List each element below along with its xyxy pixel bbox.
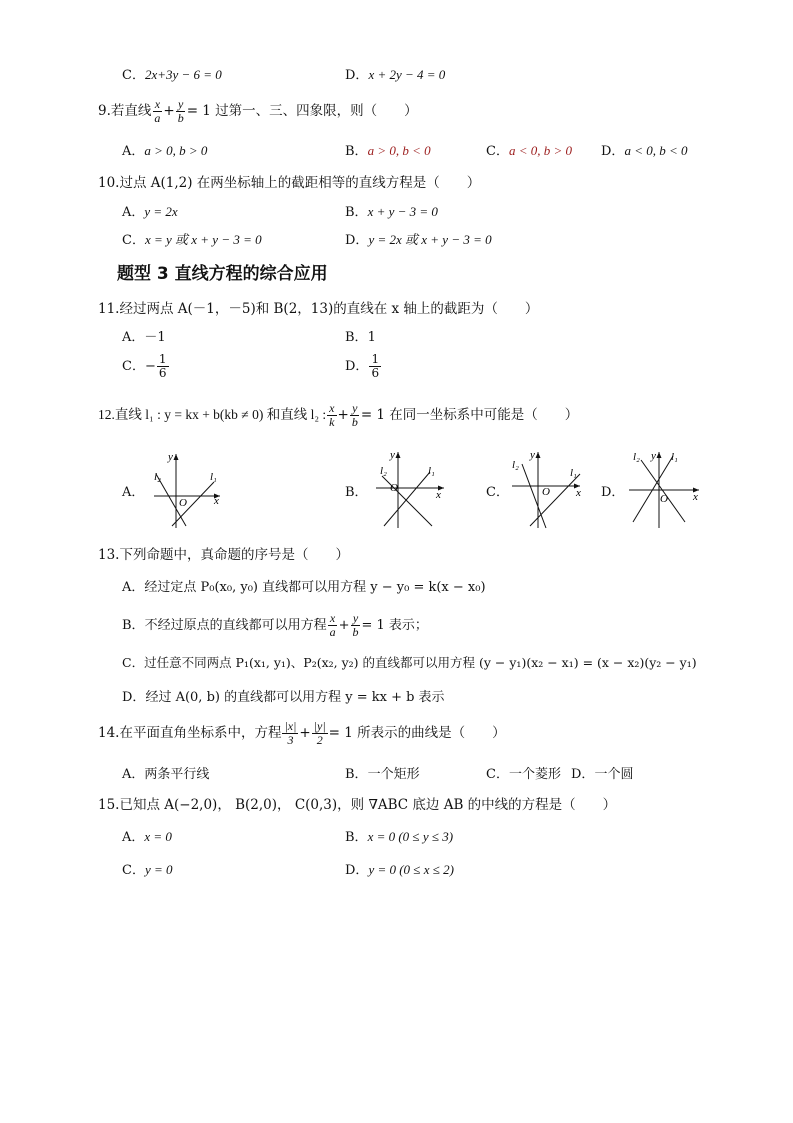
option-equation: x = 0 [144, 829, 172, 844]
q10-option-a [122, 201, 178, 220]
option-equation: 2x+3y − 6 = 0 [144, 67, 222, 82]
q13-option-a [122, 576, 486, 595]
fraction-x-over-a: $\frac{x}{a}$ [154, 97, 161, 125]
option-equation: 1 [367, 330, 376, 345]
option-equation: x + 2y − 4 = 0 [368, 67, 446, 82]
option-label: D． [601, 144, 625, 159]
q13-stem: 13.下列命题中，真命题的序号是（ ） [98, 547, 349, 563]
label-origin: O [660, 493, 668, 505]
option-label: D． [345, 863, 369, 878]
option-text: 一个矩形 [367, 767, 420, 782]
plus-sign: + [163, 103, 175, 119]
label-y: y [530, 449, 535, 461]
option-label: A． [122, 830, 145, 845]
q8-option-c [122, 64, 222, 83]
q10-option-c [122, 229, 262, 248]
option-equation: －1 [144, 330, 166, 345]
label-l1: l₁ [428, 465, 435, 477]
option-label: A． [122, 580, 145, 595]
label-origin: O [390, 482, 398, 494]
option-equation: y = 2x 或 x + y − 3 = 0 [368, 232, 492, 247]
fraction-absx-over-3: $\frac{|x|}{3}$ [284, 719, 297, 747]
option-label: D． [122, 690, 146, 705]
q15-stem: 15.已知点 A(−2,0)， B(2,0)， C(0,3)，则 ∇ABC 底边 AB 的中线的方程是（ ） [98, 797, 617, 813]
q12-option-b: B． [345, 485, 368, 500]
option-label: D． [571, 767, 595, 782]
q9-stem [98, 98, 418, 125]
y-axis-arrow [657, 452, 662, 458]
q12-option-d: D． [601, 485, 625, 500]
option-label: C． [122, 863, 145, 878]
q9-option-b [345, 140, 431, 159]
q14-option-d [571, 763, 633, 782]
option-text: 一个圆 [594, 767, 634, 782]
option-equation: x + y − 3 = 0 [367, 204, 438, 219]
fraction-y-over-b: $\frac{y}{b}$ [352, 611, 359, 639]
q12-option-c: C． [486, 485, 509, 500]
label-y: y [390, 449, 395, 461]
label-origin: O [179, 497, 187, 509]
option-label: A． [122, 767, 145, 782]
q12-suffix: = 1 在同一坐标系中可能是（ ） [360, 407, 579, 423]
option-label: A． [122, 144, 145, 159]
label-l1: l₁ [671, 451, 678, 463]
q14-suffix: = 1 所表示的曲线是（ ） [328, 725, 506, 741]
plus-sign: + [337, 407, 349, 423]
option-equation: x = 0 (0 ≤ y ≤ 3) [367, 829, 454, 844]
label-x: x [436, 489, 441, 501]
option-label: C． [486, 144, 509, 159]
y-axis-arrow [536, 452, 541, 458]
label-l2: l₂ [154, 471, 161, 483]
q9-option-a [122, 140, 207, 159]
q15-option-a [122, 826, 172, 845]
option-equation: y = 0 [144, 862, 173, 877]
section-heading: 题型 3 直线方程的综合应用 [117, 264, 328, 284]
q14-option-b [345, 763, 420, 782]
q14-stem [98, 720, 506, 747]
fraction-y-over-b: $\frac{y}{b}$ [351, 401, 358, 429]
plus-sign: + [338, 618, 350, 633]
option-label: C． [122, 233, 145, 248]
option-label: B． [345, 144, 368, 159]
line-l2 [641, 460, 685, 522]
fraction-absy-over-2: $\frac{|y|}{2}$ [313, 719, 326, 747]
q10-option-d [345, 229, 492, 248]
q14-option-c [486, 763, 561, 782]
q14-prefix: 14.在平面直角坐标系中，方程 [98, 725, 282, 741]
line-l1 [384, 472, 430, 526]
option-text: 过任意不同两点 P₁(x₁, y₁)、P₂(x₂, y₂) 的直线都可以用方程 (y − y₁)(x₂ − x₁) = (x − x₂)(y₂ − y₁) [144, 655, 697, 670]
q9-prefix: 9.若直线 [98, 103, 152, 119]
graph-c [508, 448, 588, 530]
option-label: B． [122, 618, 145, 633]
option-label: C． [486, 767, 509, 782]
label-l2: l₂ [633, 451, 640, 463]
fraction-y-over-b: $\frac{y}{b}$ [177, 97, 184, 125]
option-label: B． [345, 767, 368, 782]
option-equation: a > 0, b > 0 [144, 143, 208, 158]
q9-option-d [601, 140, 687, 159]
label-x: x [693, 491, 698, 503]
option-label: C． [122, 359, 145, 374]
label-x: x [214, 495, 219, 507]
option-equation: y = 0 (0 ≤ x ≤ 2) [368, 862, 454, 877]
label-y: y [168, 451, 173, 463]
q12-prefix: 12.直线 l₁ : y = kx + b(kb ≠ 0) 和直线 l₂ : [98, 407, 327, 422]
option-equation: a < 0, b < 0 [624, 143, 688, 158]
option-text: 经过定点 P₀(x₀, y₀) 直线都可以用方程 y − y₀ = k(x − x₀) [144, 580, 486, 595]
q10-option-b [345, 201, 438, 220]
q11-stem: 11.经过两点 A(－1，－5)和 B(2，13)的直线在 x 轴上的截距为（ ） [98, 301, 539, 317]
q8-option-d [345, 64, 445, 83]
option-equation: x = y 或 x + y − 3 = 0 [144, 232, 262, 247]
q9-suffix: = 1 过第一、三、四象限，则（ ） [186, 103, 418, 119]
graph-d [625, 448, 705, 530]
q14-option-a [122, 763, 209, 782]
graph-a [148, 448, 228, 530]
option-equation: a > 0, b < 0 [367, 143, 431, 158]
label-y: y [651, 450, 656, 462]
q13-option-b [122, 612, 428, 639]
option-label: A． [122, 330, 145, 345]
option-text: 两条平行线 [144, 767, 210, 782]
option-suffix: = 1 表示； [361, 618, 428, 633]
plus-sign: + [299, 725, 311, 741]
option-label: D． [345, 68, 369, 83]
q12-stem [98, 402, 578, 429]
option-label: D． [345, 233, 369, 248]
y-axis-arrow [396, 452, 401, 458]
option-text: 经过 A(0, b) 的直线都可以用方程 y = kx + b 表示 [145, 690, 445, 705]
q11-option-b [345, 326, 376, 345]
option-label: D． [345, 359, 369, 374]
label-l2: l₂ [380, 465, 387, 477]
label-l1: l₁ [570, 467, 577, 479]
minus-sign: − [144, 359, 156, 374]
fraction-one-sixth: $\frac{1}{6}$ [371, 352, 380, 380]
option-label: A． [122, 205, 145, 220]
fraction-one-sixth: $\frac{1}{6}$ [158, 352, 167, 380]
graph-b [370, 448, 450, 530]
q15-option-d [345, 859, 454, 878]
option-label: B． [345, 205, 368, 220]
label-l2: l₂ [512, 459, 519, 471]
option-label: C． [122, 68, 145, 83]
q11-option-a [122, 326, 166, 345]
option-equation: y = 2x [144, 204, 178, 219]
q9-option-c [486, 140, 572, 159]
fraction-x-over-k: $\frac{x}{k}$ [329, 401, 335, 429]
q13-option-d [122, 686, 445, 705]
q13-option-c [122, 653, 697, 671]
q15-option-c [122, 859, 173, 878]
q10-stem: 10.过点 A(1,2) 在两坐标轴上的截距相等的直线方程是（ ） [98, 175, 481, 191]
line-l1 [633, 456, 673, 522]
option-text: 不经过原点的直线都可以用方程 [144, 618, 327, 633]
q11-option-c [122, 353, 170, 380]
label-origin: O [542, 486, 550, 498]
option-text: 一个菱形 [508, 767, 561, 782]
option-label: B． [345, 330, 368, 345]
option-equation: a < 0, b > 0 [508, 143, 572, 158]
fraction-x-over-a: $\frac{x}{a}$ [329, 611, 336, 639]
q11-option-d [345, 353, 382, 380]
q12-option-a: A． [122, 485, 145, 500]
option-label: C． [122, 655, 145, 670]
label-x: x [576, 487, 581, 499]
q15-option-b [345, 826, 453, 845]
y-axis-arrow [174, 454, 179, 460]
option-label: B． [345, 830, 368, 845]
label-l1: l₁ [210, 471, 217, 483]
